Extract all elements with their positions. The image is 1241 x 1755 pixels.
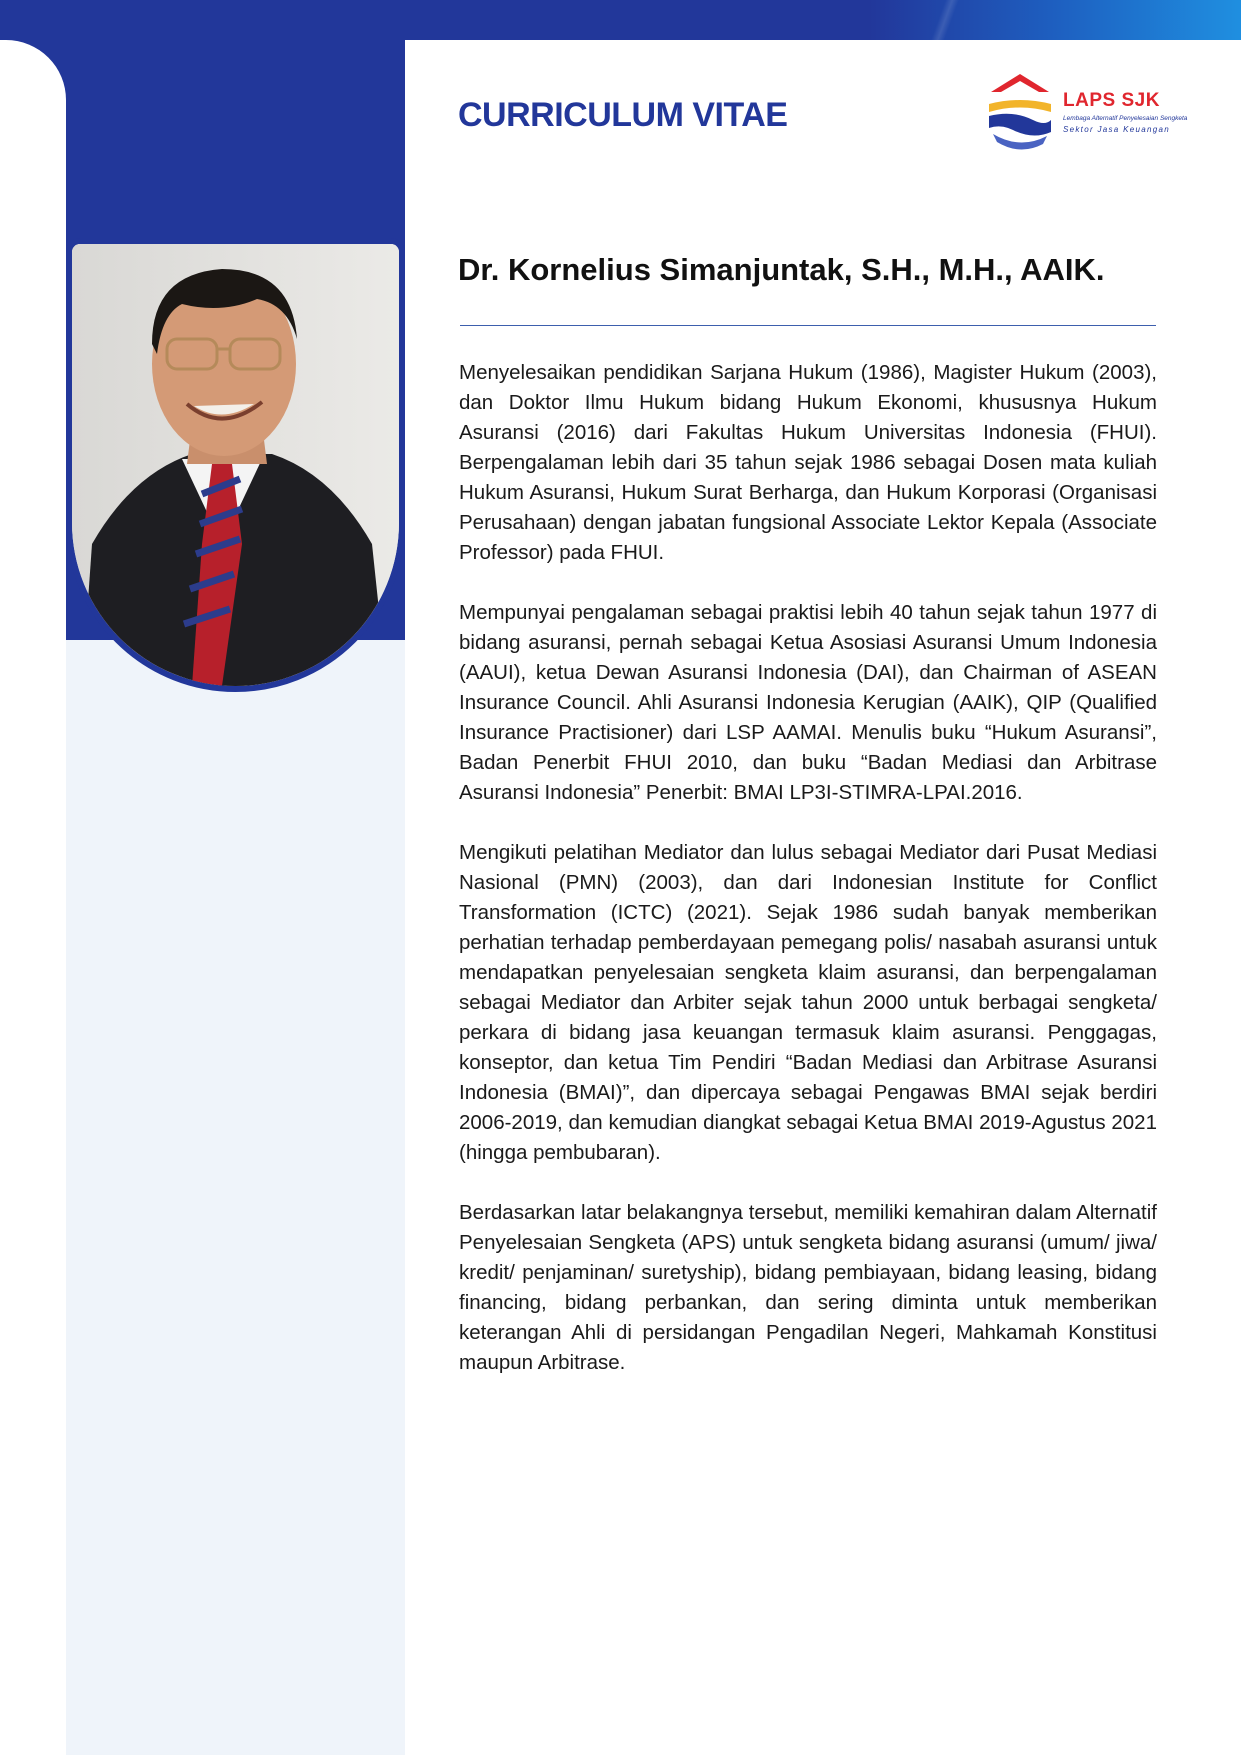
portrait-photo-icon: [72, 244, 399, 686]
left-white-margin: [0, 40, 66, 1755]
person-name: Dr. Kornelius Simanjuntak, S.H., M.H., AAIK.: [458, 252, 1105, 287]
name-divider: [460, 325, 1156, 326]
laps-sjk-logo: [983, 70, 1188, 152]
bio-paragraph-education: Menyelesaikan pendidikan Sarjana Hukum (1986), Magister Hukum (2003), dan Doktor Ilmu Hukum bidang Hukum Ekonomi, khususnya Hukum Asuransi (2016) dari Fakultas Hukum Universitas Indonesia (FHUI). Berpengalaman lebih dari 35 tahun sejak 1986 sebagai Dosen mata kuliah Hukum Asuransi, Hukum Surat Berharga, dan Hukum Korporasi (Organisasi Perusahaan) dengan jabatan fungsional Associate Lektor Kepala (Associate Professor) pada FHUI.: [459, 361, 1157, 564]
bio-paragraph-practice: Mempunyai pengalaman sebagai praktisi lebih 40 tahun sejak tahun 1977 di bidang asuransi, pernah sebagai Ketua Asosiasi Asuransi Umum Indonesia (AAUI), ketua Dewan Asuransi Indonesia (DAI), dan Chairman of ASEAN Insurance Council. Ahli Asuransi Indonesia Kerugian (AAIK), QIP (Qualified Insurance Practisioner) dari LSP AAMAI. Menulis buku “Hukum Asuransi”, Badan Penerbit FHUI 2010, dan buku “Badan Mediasi dan Arbitrase Asuransi Indonesia” Penerbit: BMAI LP3I-STIMRA-LPAI.2016.: [459, 601, 1157, 804]
portrait-photo: [66, 238, 405, 692]
laps-sjk-logo-icon: [983, 70, 1058, 152]
bio-paragraph-mediator: Mengikuti pelatihan Mediator dan lulus sebagai Mediator dari Pusat Mediasi Nasional (PMN) (2003), dan dari Indonesian Institute for Conflict Transformation (ICTC) (2021). Sejak 1986 sudah banyak memberikan perhatian terhadap pemberdayaan pemegang polis/ nasabah asuransi untuk mendapatkan penyelesaian sengketa klaim asuransi, dan berpengalaman sebagai Mediator dan Arbiter sejak tahun 2000 untuk berbagai sengketa/ perkara di bidang jasa keuangan termasuk klaim asuransi. Penggagas, konseptor, dan ketua Tim Pendiri “Badan Mediasi dan Arbitrase Asuransi Indonesia (BMAI)”, dan dipercaya sebagai Pengawas BMAI sejak berdiri 2006-2019, dan kemudian diangkat sebagai Ketua BMAI 2019-Agustus 2021 (hingga pembubaran).: [459, 841, 1157, 1164]
logo-brand: LAPS SJK: [1063, 90, 1160, 111]
logo-tagline: Sektor Jasa Keuangan: [1063, 125, 1170, 134]
logo-subtitle: Lembaga Alternatif Penyelesaian Sengketa: [1063, 115, 1188, 122]
bio-paragraph-expertise: Berdasarkan latar belakangnya tersebut, memiliki kemahiran dalam Alternatif Penyelesaian Sengketa (APS) untuk sengketa bidang asuransi (umum/ jiwa/ kredit/ penjaminan/ suretyship), bidang pembiayaan, bidang leasing, bidang financing, bidang perbankan, dan sering diminta untuk memberikan keterangan Ahli di persidangan Pengadilan Negeri, Mahkamah Konstitusi maupun Arbitrase.: [459, 1201, 1157, 1374]
header-accent-stripe: [885, 0, 1005, 40]
biography: [459, 358, 1157, 1408]
page-title: CURRICULUM VITAE: [458, 96, 788, 134]
